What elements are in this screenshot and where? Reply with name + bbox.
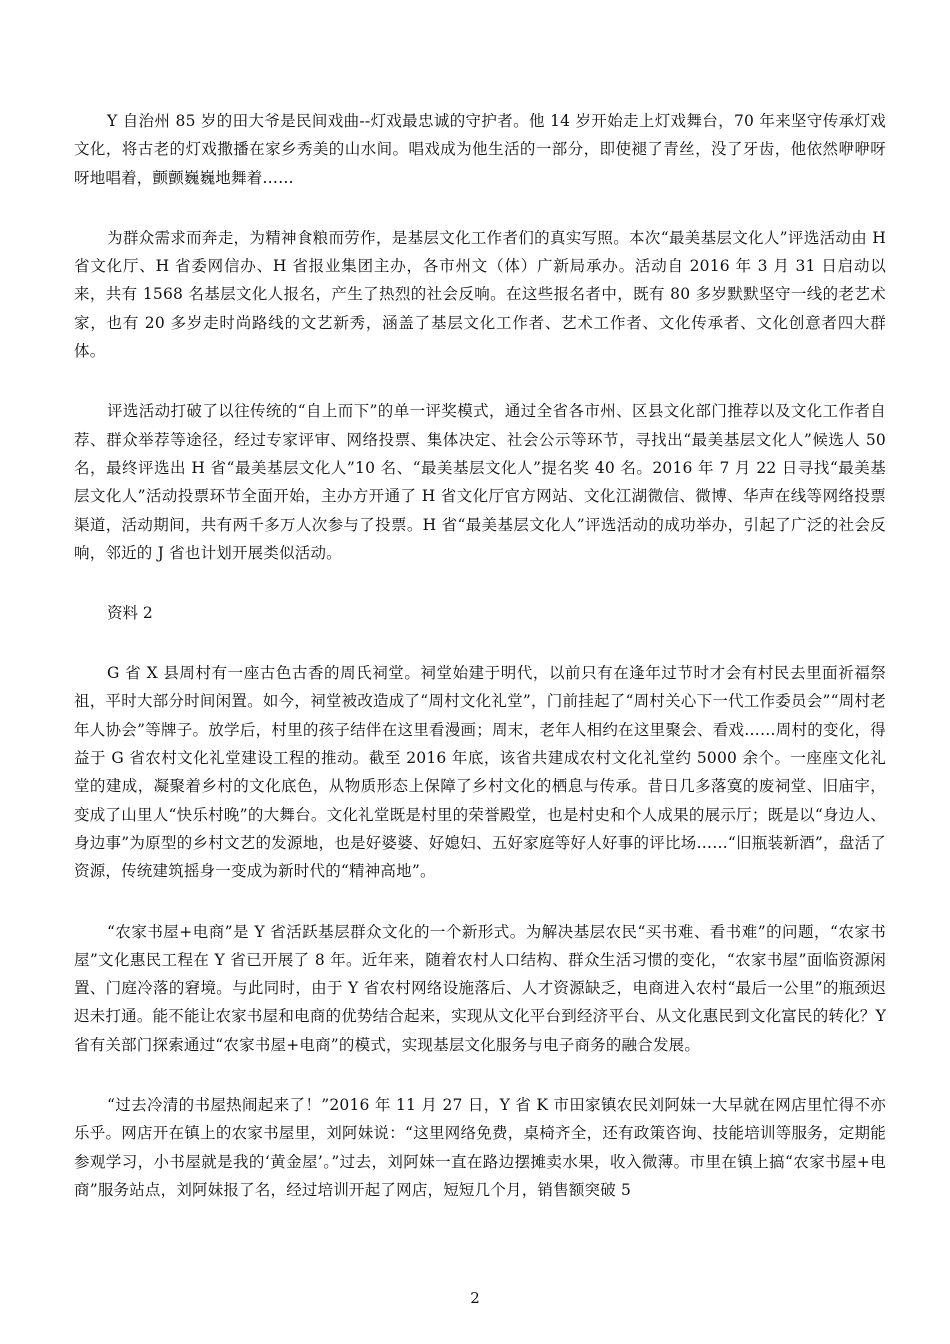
document-body (74, 107, 886, 1204)
section-label: 资料 2 (107, 604, 153, 623)
paragraph-gap (74, 1059, 886, 1091)
paragraph-liu-amei: “过去冷清的书屋热闹起来了！”2016 年 11 月 27 日，Y 省 K 市田家镇农民刘阿妹一大早就在网店里忙得不亦乐乎。网店开在镇上的农家书屋里，刘阿妹说：“这里网络免费，桌椅齐全，还有政策咨询、技能培训等服务，定期能参观学习，小书屋就是我的‘黄金屋’。”过去，刘阿妹一直在路边摆摊卖水果，收入微薄。市里在镇上搞“农家书屋+电商”服务站点，刘阿妹报了名，经过培训开起了网店，短短几个月，销售额突破 5 (74, 1096, 886, 1199)
paragraph-selection-process: 评选活动打破了以往传统的“自上而下”的单一评奖模式，通过全省各市州、区县文化部门推荐以及文化工作者自荐、群众举荐等途径，经过专家评审、网络投票、集体决定、社会公示等环节，寻找出“最美基层文化人”候选人 50 名，最终评选出 H 省“最美基层文化人”10 名、“最美基层文化人”提名奖 40 名。2016 年 7 月 22 日寻找“最美基层文化人”活动投票环节全面开始，主办方开通了 H 省文化厅官方网站、文化江湖微信、微博、华声在线等网络投票渠道，活动期间，共有两千多万人次参与了投票。H 省“最美基层文化人”评选活动的成功举办，引起了广泛的社会反响，邻近的 J 省也计划开展类似活动。 (74, 402, 886, 562)
paragraph-tian-daye: Y 自治州 85 岁的田大爷是民间戏曲--灯戏最忠诚的守护者。他 14 岁开始走上灯戏舞台，70 年来坚守传承灯戏文化，将古老的灯戏撒播在家乡秀美的山水间。唱戏成为他生活的一部分，即使褪了青丝，没了牙齿，他依然咿咿呀呀地唱着，颤颤巍巍地舞着…… (74, 112, 886, 187)
paragraph-bookstore-ecommerce: “农家书屋+电商”是 Y 省活跃基层群众文化的一个新形式。为解决基层农民“买书难、看书难”的问题，“农家书屋”文化惠民工程在 Y 省已开展了 8 年。近年来，随着农村人口结构、群众生活习惯的变化，“农家书屋”面临资源闲置、门庭冷落的窘境。与此同时，由于 Y 省农村网络设施落后、人才资源缺乏，电商进入农村“最后一公里”的瓶颈迟迟未打通。能不能让农家书屋和电商的优势结合起来，实现从文化平台到经济平台、从文化惠民到文化富民的转化？Y 省有关部门探索通过“农家书屋+电商”的模式，实现基层文化服务与电子商务的融合发展。 (74, 922, 886, 1054)
paragraph-gap (74, 627, 886, 659)
paragraph-gap (74, 365, 886, 397)
paragraph-zhou-village: G 省 X 县周村有一座古色古香的周氏祠堂。祠堂始建于明代，以前只有在逢年过节时才会有村民去里面祈福祭祖，平时大部分时间闲置。如今，祠堂被改造成了“周村文化礼堂”，门前挂起了“周村关心下一代工作委员会”“周村老年人协会”等牌子。放学后，村里的孩子结伴在这里看漫画；周末，老年人相约在这里聚会、看戏……周村的变化，得益于 G 省农村文化礼堂建设工程的推动。截至 2016 年底，该省共建成农村文化礼堂约 5000 余个。一座座文化礼堂的建成，凝聚着乡村的文化底色，从物质形态上保障了乡村文化的栖息与传承。昔日几多落寞的废祠堂、旧庙宇，变成了山里人“快乐村晚”的大舞台。文化礼堂既是村里的荣誉殿堂，也是村史和个人成果的展示厅；既是以“身边人、身边事”为原型的乡村文艺的发源地，也是好婆婆、好媳妇、五好家庭等好人好事的评比场……“旧瓶装新酒”，盘活了资源，传统建筑摇身一变成为新时代的“精神高地”。 (74, 664, 886, 881)
paragraph-gap (74, 886, 886, 918)
paragraph-gap (74, 192, 886, 224)
paragraph-selection-intro: 为群众需求而奔走，为精神食粮而劳作，是基层文化工作者们的真实写照。本次“最美基层文化人”评选活动由 H 省文化厅、H 省委网信办、H 省报业集团主办，各市州文（体）广新局承办。活动自 2016 年 3 月 31 日启动以来，共有 1568 名基层文化人报名，产生了热烈的社会反响。在这些报名者中，既有 80 多岁默默坚守一线的老艺术家，也有 20 多岁走时尚路线的文艺新秀，涵盖了基层文化工作者、艺术工作者、文化传承者、文化创意者四大群体。 (74, 228, 886, 361)
paragraph-gap (74, 567, 886, 599)
page-number: 2 (470, 1289, 480, 1307)
